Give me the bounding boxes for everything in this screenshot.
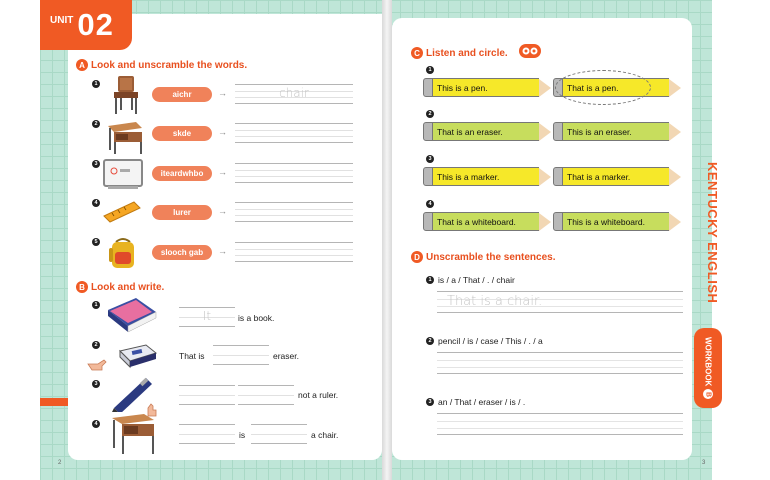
number-badge: 5: [92, 238, 100, 246]
option-text: That is a whiteboard.: [433, 212, 539, 231]
scrambled-word: slooch gab: [152, 245, 212, 260]
answer-field[interactable]: [235, 242, 353, 262]
pencil-option[interactable]: [423, 167, 551, 186]
number-badge: 1: [426, 276, 434, 284]
scrambled-word: skde: [152, 126, 212, 141]
number-badge: 3: [426, 398, 434, 406]
book-icon: [104, 296, 160, 336]
scrambled-sentence: pencil / is / case / This / . / a: [438, 336, 543, 346]
backpack-icon: [106, 236, 140, 272]
number-badge: 3: [92, 160, 100, 168]
section-c-title: [411, 47, 508, 59]
section-d-letter: D: [411, 251, 423, 263]
sentence-text: is a book.: [238, 313, 275, 323]
page-number-right: 3: [702, 460, 706, 466]
arrow-right-icon: →: [218, 206, 227, 216]
answer-field[interactable]: [213, 345, 269, 365]
workbook-letter: B: [703, 389, 713, 399]
section-c-letter: C: [411, 47, 423, 59]
number-badge: 2: [426, 337, 434, 345]
answer-field[interactable]: [251, 424, 307, 444]
number-badge: 3: [426, 155, 434, 163]
answer-field[interactable]: [179, 424, 235, 444]
audio-track-icon[interactable]: [518, 43, 542, 59]
answer-field[interactable]: [179, 385, 235, 405]
scrambled-sentence: is / a / That / . / chair: [438, 275, 515, 285]
orange-strip: [40, 398, 68, 406]
pencil-option[interactable]: [423, 212, 551, 231]
answer-field[interactable]: [437, 291, 683, 313]
workbook-label: WORKBOOK: [703, 336, 713, 387]
arrow-right-icon: →: [218, 127, 227, 137]
workbook-tab: [694, 328, 722, 408]
option-text: This is a pen.: [433, 78, 539, 97]
section-a-text: Look and unscramble the words.: [91, 59, 248, 71]
section-b-text: Look and write.: [91, 281, 165, 293]
scrambled-word: lurer: [152, 205, 212, 220]
scrambled-word: aichr: [152, 87, 212, 102]
section-d-text: Unscramble the sentences.: [426, 251, 556, 263]
answer-field[interactable]: [437, 413, 683, 435]
number-badge: 4: [92, 199, 100, 207]
answer-field[interactable]: [235, 202, 353, 222]
section-a-letter: A: [76, 59, 88, 71]
book-title-vertical: KENTUCKY ENGLISH: [705, 162, 720, 304]
pencil-option[interactable]: [553, 122, 681, 141]
number-badge: 4: [426, 200, 434, 208]
answer-field[interactable]: [437, 352, 683, 374]
sentence-text: is: [239, 430, 246, 440]
sentence-text: not a ruler.: [298, 390, 339, 400]
number-badge: 1: [92, 301, 100, 309]
number-badge: 2: [92, 341, 100, 349]
answer-field[interactable]: [238, 385, 294, 405]
page-number-left: 2: [58, 460, 62, 466]
answer-field[interactable]: [235, 163, 353, 183]
section-d-title: [411, 251, 556, 263]
answer-trace: It: [202, 309, 212, 323]
answer-circle: [555, 70, 651, 105]
section-c-text: Listen and circle.: [426, 47, 508, 59]
arrow-right-icon: →: [218, 88, 227, 98]
eraser-icon: [116, 343, 160, 369]
number-badge: 2: [426, 110, 434, 118]
pencil-option[interactable]: [553, 212, 681, 231]
desk-icon: [110, 412, 156, 458]
option-text: That is an eraser.: [433, 122, 539, 141]
number-badge: 2: [92, 120, 100, 128]
unit-label: UNIT: [50, 14, 74, 26]
pencil-option[interactable]: [423, 122, 551, 141]
section-a-title: [76, 59, 247, 71]
pointing-hand-icon: [86, 356, 108, 372]
number-badge: 1: [92, 80, 100, 88]
scrambled-sentence: an / That / eraser / is / .: [438, 397, 526, 407]
answer-field[interactable]: [235, 123, 353, 143]
section-b-title: [76, 281, 164, 293]
number-badge: 4: [92, 420, 100, 428]
answer-field[interactable]: [179, 307, 235, 327]
desk-icon: [104, 118, 144, 156]
answer-field[interactable]: [235, 84, 353, 104]
scrambled-word: iteardwhbo: [152, 166, 212, 181]
chair-icon: [106, 74, 144, 116]
pencil-option[interactable]: [553, 167, 681, 186]
option-text: That is a pen.: [563, 78, 669, 97]
whiteboard-icon: [100, 158, 146, 192]
pencil-option[interactable]: [423, 78, 551, 97]
arrow-right-icon: →: [218, 246, 227, 256]
unit-badge: [40, 0, 132, 50]
option-text: That is a marker.: [563, 167, 669, 186]
number-badge: 3: [92, 380, 100, 388]
book-gutter: [382, 0, 392, 480]
section-b-letter: B: [76, 281, 88, 293]
number-badge: 1: [426, 66, 434, 74]
sentence-text: a chair.: [311, 430, 339, 440]
unit-number: 02: [77, 7, 114, 42]
answer-trace: chair: [279, 86, 309, 100]
option-text: This is a whiteboard.: [563, 212, 669, 231]
answer-trace: That is a chair.: [447, 294, 543, 309]
option-text: This is a marker.: [433, 167, 539, 186]
sentence-text: That is: [179, 351, 205, 361]
option-text: This is an eraser.: [563, 122, 669, 141]
arrow-right-icon: →: [218, 167, 227, 177]
sentence-text: eraser.: [273, 351, 299, 361]
ruler-icon: [102, 200, 142, 224]
